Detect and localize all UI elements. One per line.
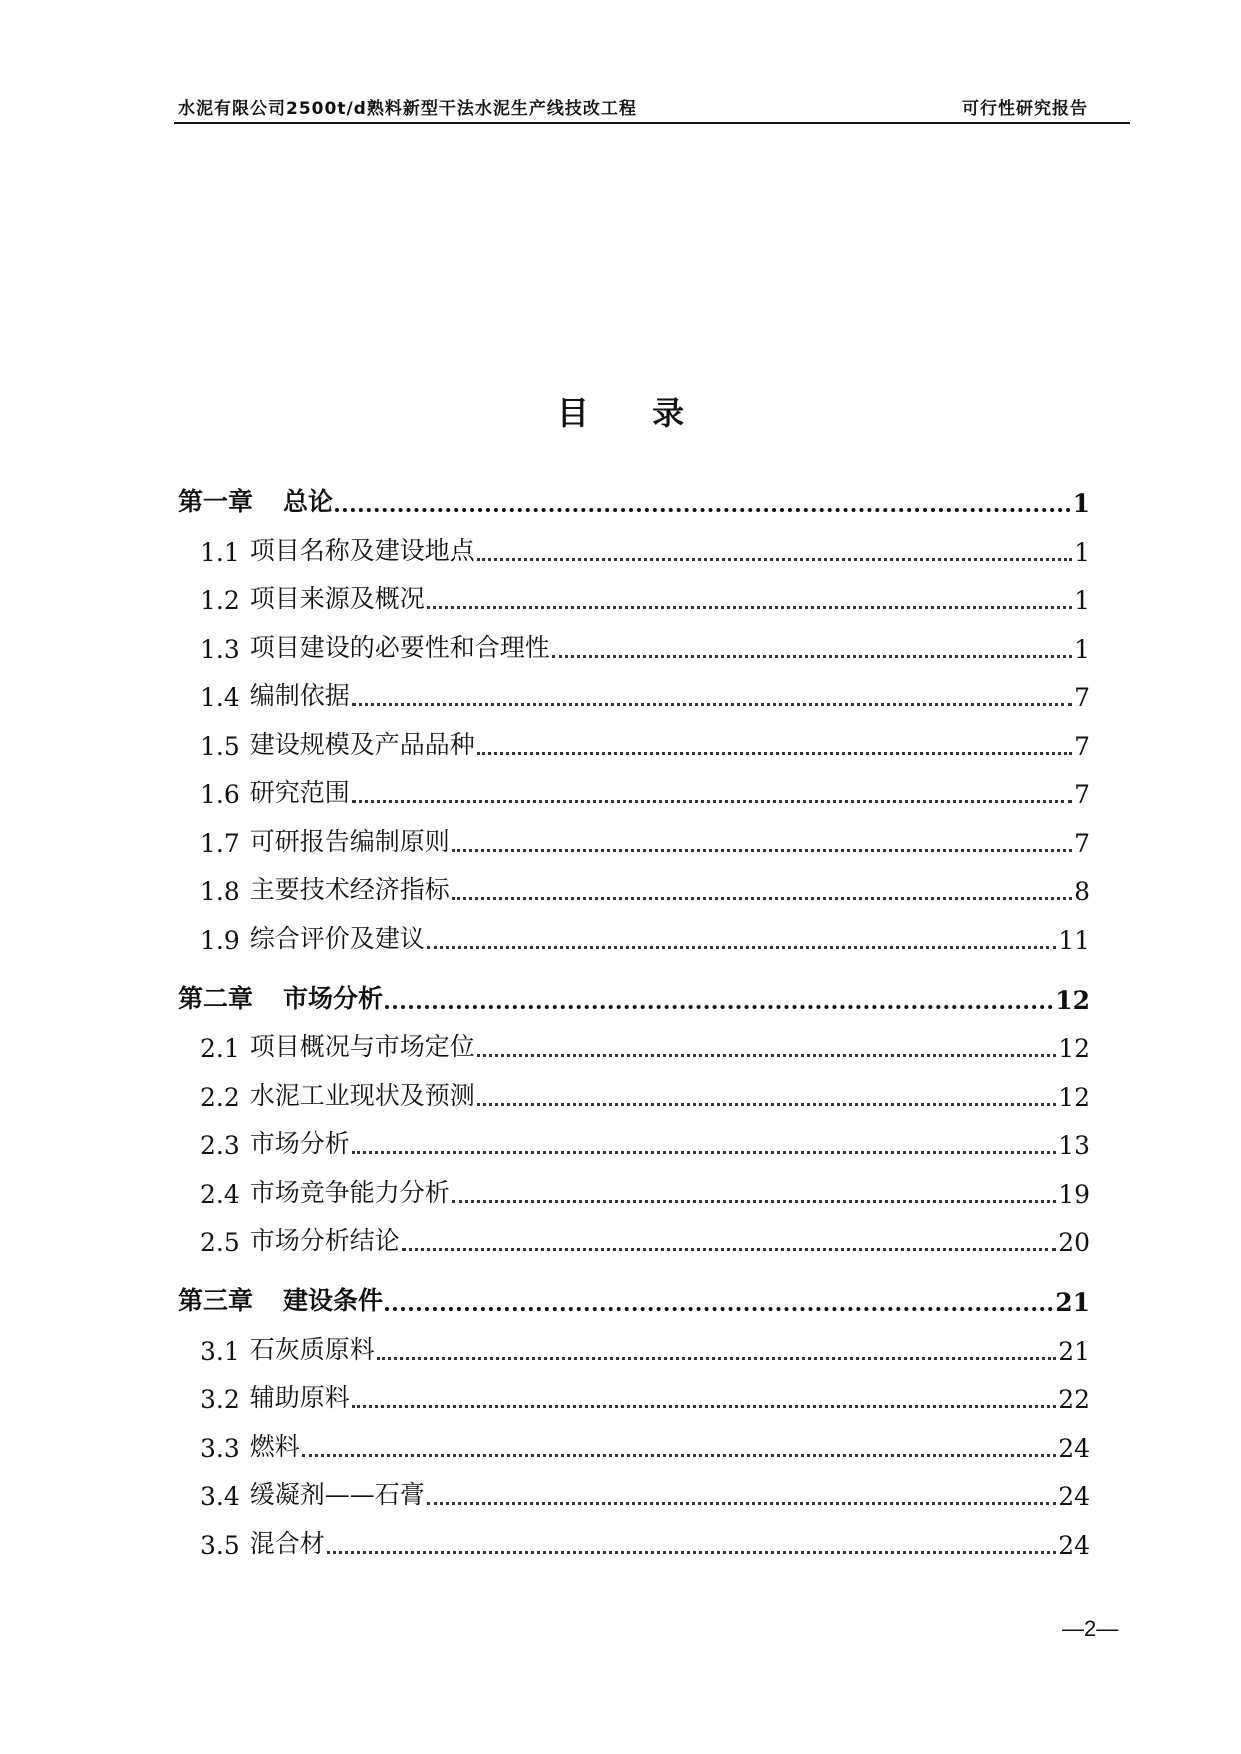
toc-section-entry[interactable] xyxy=(178,615,1090,664)
toc-entry-page: 12 xyxy=(1058,1034,1090,1063)
toc-entry-number: 2.2 xyxy=(200,1082,240,1112)
toc-entry-label: 市场分析结论 xyxy=(249,1226,400,1255)
toc-dot-leader xyxy=(377,1356,1056,1360)
toc-dot-leader xyxy=(477,1102,1056,1106)
toc-entry-page: 12 xyxy=(1055,985,1090,1015)
toc-dot-leader xyxy=(385,1004,1053,1009)
toc-entry-label: 项目概况与市场定位 xyxy=(249,1032,475,1061)
toc-entry-label: 项目建设的必要性和合理性 xyxy=(249,632,550,662)
toc-entry-label: 总论 xyxy=(283,487,334,516)
toc-entry-number: 1.3 xyxy=(200,634,240,664)
toc-dot-leader xyxy=(427,945,1056,949)
toc-entry-label: 混合材 xyxy=(249,1528,325,1558)
toc-entry-label: 水泥工业现状及预测 xyxy=(249,1080,475,1110)
toc-entry-label: 可研报告编制原则 xyxy=(249,826,450,856)
toc-section-entry[interactable] xyxy=(178,567,1090,616)
toc-entry-label: 市场竞争能力分析 xyxy=(249,1177,450,1207)
toc-entry-page: 1 xyxy=(1074,537,1090,567)
toc-entry-label: 市场分析 xyxy=(249,1129,350,1158)
toc-dot-leader xyxy=(427,605,1072,609)
toc-entry-number: 3.2 xyxy=(200,1385,240,1414)
toc-entry-label: 项目来源及概况 xyxy=(249,584,425,613)
toc-entry-number: 1.8 xyxy=(200,877,240,906)
toc-entry-page: 11 xyxy=(1058,925,1090,955)
toc-entry-number: 3.3 xyxy=(200,1433,240,1463)
toc-entry-number: 3.1 xyxy=(200,1336,240,1366)
toc-dot-leader xyxy=(452,896,1072,900)
toc-entry-page: 21 xyxy=(1058,1336,1090,1366)
toc-entry-page: 12 xyxy=(1058,1082,1090,1112)
toc-entry-page: 24 xyxy=(1058,1530,1090,1560)
toc-entry-page: 13 xyxy=(1058,1131,1090,1160)
toc-entry-page: 24 xyxy=(1058,1482,1090,1511)
toc-entry-page: 20 xyxy=(1058,1228,1090,1257)
toc-entry-label: 辅助原料 xyxy=(249,1383,350,1412)
toc-dot-leader xyxy=(477,557,1072,561)
toc-entry-page: 22 xyxy=(1058,1385,1090,1414)
header-divider xyxy=(174,122,1130,124)
toc-section-entry[interactable] xyxy=(178,712,1090,761)
toc-section-entry[interactable] xyxy=(178,1063,1090,1112)
toc-entry-number: 2.3 xyxy=(200,1131,240,1160)
toc-entry-page: 1 xyxy=(1074,586,1090,615)
toc-section-entry[interactable] xyxy=(178,664,1090,713)
toc-entry-page: 7 xyxy=(1074,780,1090,809)
toc-section-entry[interactable] xyxy=(178,858,1090,907)
toc-dot-leader xyxy=(477,751,1072,755)
toc-section-entry[interactable] xyxy=(178,1463,1090,1512)
toc-title: 目 录 xyxy=(556,394,711,432)
toc-entry-page: 7 xyxy=(1074,683,1090,712)
toc-entry-page: 24 xyxy=(1058,1433,1090,1463)
toc-section-entry[interactable] xyxy=(178,906,1090,955)
toc-entry-number: 1.5 xyxy=(200,731,240,761)
table-of-contents xyxy=(178,458,1090,1560)
toc-entry-number: 3.4 xyxy=(200,1482,240,1511)
toc-entry-page: 21 xyxy=(1055,1288,1090,1317)
toc-entry-label: 燃料 xyxy=(249,1431,300,1461)
toc-section-entry[interactable] xyxy=(178,1015,1090,1064)
toc-dot-leader xyxy=(352,1150,1056,1154)
page-number: —2— xyxy=(1062,1616,1119,1641)
toc-entry-number: 1.2 xyxy=(200,586,240,615)
toc-entry-page: 7 xyxy=(1074,731,1090,761)
toc-section-entry[interactable] xyxy=(178,1209,1090,1258)
toc-dot-leader xyxy=(352,1404,1056,1408)
toc-entry-label: 编制依据 xyxy=(249,681,350,710)
toc-chapter-entry[interactable] xyxy=(178,955,1090,1015)
toc-entry-number: 第三章 xyxy=(178,1286,254,1315)
toc-dot-leader xyxy=(427,1501,1056,1505)
toc-section-entry[interactable] xyxy=(178,1317,1090,1366)
toc-entry-number: 1.1 xyxy=(200,537,240,567)
toc-entry-label: 缓凝剂——石膏 xyxy=(249,1480,425,1509)
toc-entry-number: 1.4 xyxy=(200,683,240,712)
toc-dot-leader xyxy=(452,848,1072,852)
toc-chapter-entry[interactable] xyxy=(178,458,1090,518)
toc-section-entry[interactable] xyxy=(178,1414,1090,1463)
toc-section-entry[interactable] xyxy=(178,1366,1090,1415)
toc-entry-number: 2.4 xyxy=(200,1179,240,1209)
toc-entry-label: 综合评价及建议 xyxy=(249,923,425,953)
toc-section-entry[interactable] xyxy=(178,809,1090,858)
toc-entry-number: 2.1 xyxy=(200,1034,240,1063)
toc-dot-leader xyxy=(352,799,1072,803)
toc-dot-leader xyxy=(402,1247,1056,1251)
toc-entry-label: 石灰质原料 xyxy=(249,1334,375,1364)
toc-dot-leader xyxy=(477,1053,1056,1057)
toc-entry-page: 1 xyxy=(1072,489,1090,518)
toc-entry-label: 建设条件 xyxy=(283,1286,384,1315)
toc-dot-leader xyxy=(335,507,1071,512)
toc-entry-label: 建设规模及产品品种 xyxy=(249,729,475,759)
toc-entry-label: 主要技术经济指标 xyxy=(249,875,450,904)
toc-section-entry[interactable] xyxy=(178,1112,1090,1161)
toc-entry-number: 3.5 xyxy=(200,1530,240,1560)
toc-entry-number: 1.7 xyxy=(200,828,240,858)
toc-dot-leader xyxy=(385,1306,1053,1311)
toc-dot-leader xyxy=(452,1199,1056,1203)
toc-entry-number: 2.5 xyxy=(200,1228,240,1257)
toc-entry-page: 8 xyxy=(1074,877,1090,906)
toc-dot-leader xyxy=(302,1453,1056,1457)
toc-section-entry[interactable] xyxy=(178,1160,1090,1209)
toc-dot-leader xyxy=(327,1550,1056,1554)
toc-entry-page: 19 xyxy=(1058,1179,1090,1209)
toc-chapter-entry[interactable] xyxy=(178,1257,1090,1317)
toc-entry-number: 第二章 xyxy=(178,983,254,1013)
toc-entry-number: 1.9 xyxy=(200,925,240,955)
toc-entry-page: 1 xyxy=(1074,634,1090,664)
toc-section-entry[interactable] xyxy=(178,1511,1090,1560)
toc-entry-label: 市场分析 xyxy=(283,983,384,1013)
toc-entry-page: 7 xyxy=(1074,828,1090,858)
header-document-title: 水泥有限公司2500t/d熟料新型干法水泥生产线技改工程 xyxy=(178,99,637,119)
toc-entry-number: 第一章 xyxy=(178,487,254,516)
toc-section-entry[interactable] xyxy=(178,518,1090,567)
page-header xyxy=(174,90,1130,124)
header-report-type: 可行性研究报告 xyxy=(962,99,1088,119)
toc-entry-label: 项目名称及建设地点 xyxy=(249,535,475,565)
toc-section-entry[interactable] xyxy=(178,761,1090,810)
toc-entry-number: 1.6 xyxy=(200,780,240,809)
toc-entry-label: 研究范围 xyxy=(249,778,350,807)
toc-dot-leader xyxy=(552,654,1072,658)
toc-dot-leader xyxy=(352,702,1072,706)
